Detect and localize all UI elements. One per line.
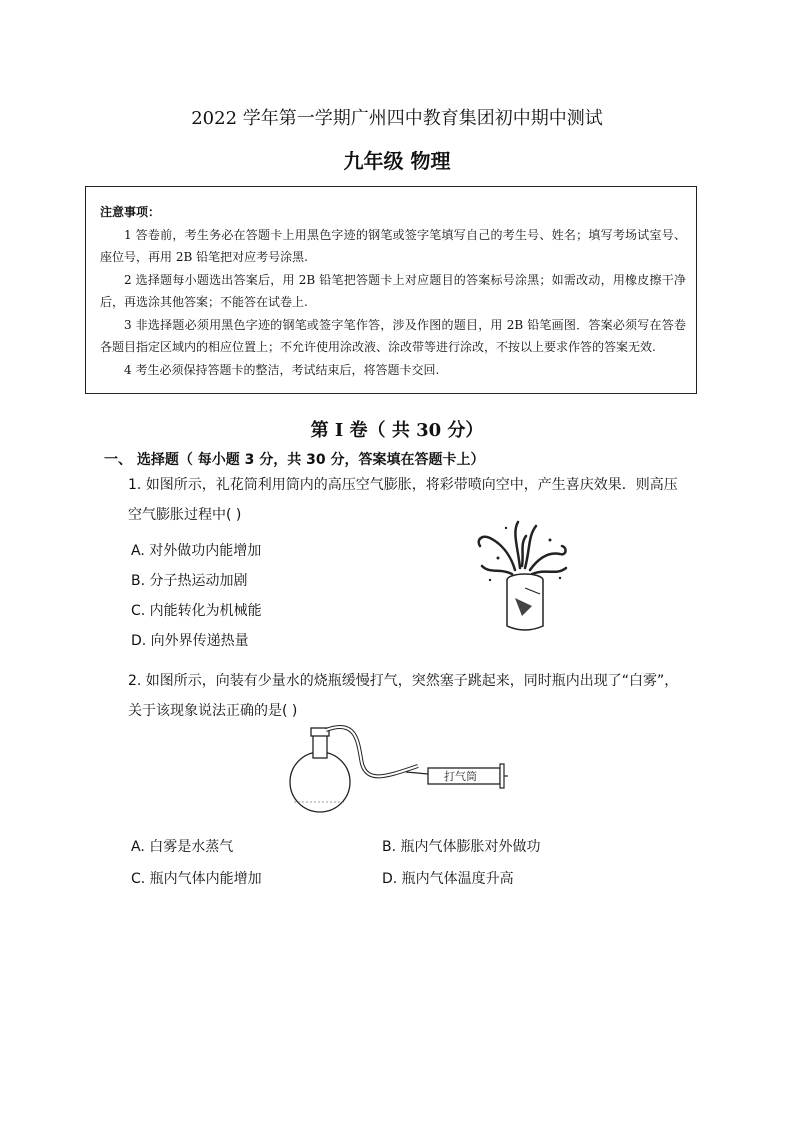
- question-2-stem: 2. 如图所示，向装有少量水的烧瓶缓慢打气，突然塞子跳起来，同时瓶内出现了“白雾”，关于该现象说法正确的是( ): [128, 673, 679, 719]
- question-1-option-b: B. 分子热运动加剧: [131, 573, 248, 589]
- question-2-option-d: D. 瓶内气体温度升高: [382, 871, 514, 887]
- question-2-option-b: B. 瓶内气体膨胀对外做功: [382, 839, 541, 855]
- question-1-option-a: A. 对外做功内能增加: [131, 543, 262, 559]
- section-title: 一、 选择题（ 每小题 3 分，共 30 分，答案填在答题卡上）: [104, 452, 485, 468]
- exam-title: 2022 学年第一学期广州四中教育集团初中期中测试: [191, 108, 603, 129]
- exam-subtitle: 九年级 物理: [343, 149, 451, 173]
- notice-item-2: 2 选择题每小题选出答案后，用 2B 铅笔把答题卡上对应题目的答案标号涂黑；如需改动，用橡皮擦干净后，再选涂其他答案；不能答在试卷上.: [100, 272, 686, 309]
- flask-pump-figure: [288, 724, 508, 816]
- question-1-option-c: C. 内能转化为机械能: [131, 603, 262, 619]
- party-popper-figure: [470, 518, 580, 638]
- notice-item-3: 3 非选择题必须用黑色字迹的钢笔或签字笔作答，涉及作图的题目，用 2B 铅笔画图．答案必须写在答卷各题目指定区域内的相应位置上；不允许使用涂改液、涂改带等进行涂改，不按以上要求作答的答案无效.: [100, 317, 686, 354]
- question-1-option-d: D. 向外界传递热量: [131, 633, 249, 649]
- question-1-stem: 1. 如图所示，礼花筒利用筒内的高压空气膨胀，将彩带喷向空中，产生喜庆效果．则高压空气膨胀过程中( ): [128, 477, 678, 523]
- question-2-option-c: C. 瓶内气体内能增加: [131, 871, 262, 887]
- question-2-option-a: A. 白雾是水蒸气: [131, 839, 234, 855]
- notice-box: [85, 186, 697, 394]
- notice-heading: 注意事项：: [100, 205, 161, 219]
- notice-item-1: 1 答卷前，考生务必在答题卡上用黑色字迹的钢笔或签字笔填写自己的考生号、姓名；填写考场试室号、座位号，再用 2B 铅笔把对应考号涂黑.: [100, 227, 686, 264]
- notice-item-4: 4 考生必须保持答题卡的整洁，考试结束后，将答题卡交回.: [124, 362, 440, 377]
- pump-label: 打气筒: [444, 770, 477, 783]
- volume-title: 第 I 卷（ 共 30 分）: [310, 420, 484, 441]
